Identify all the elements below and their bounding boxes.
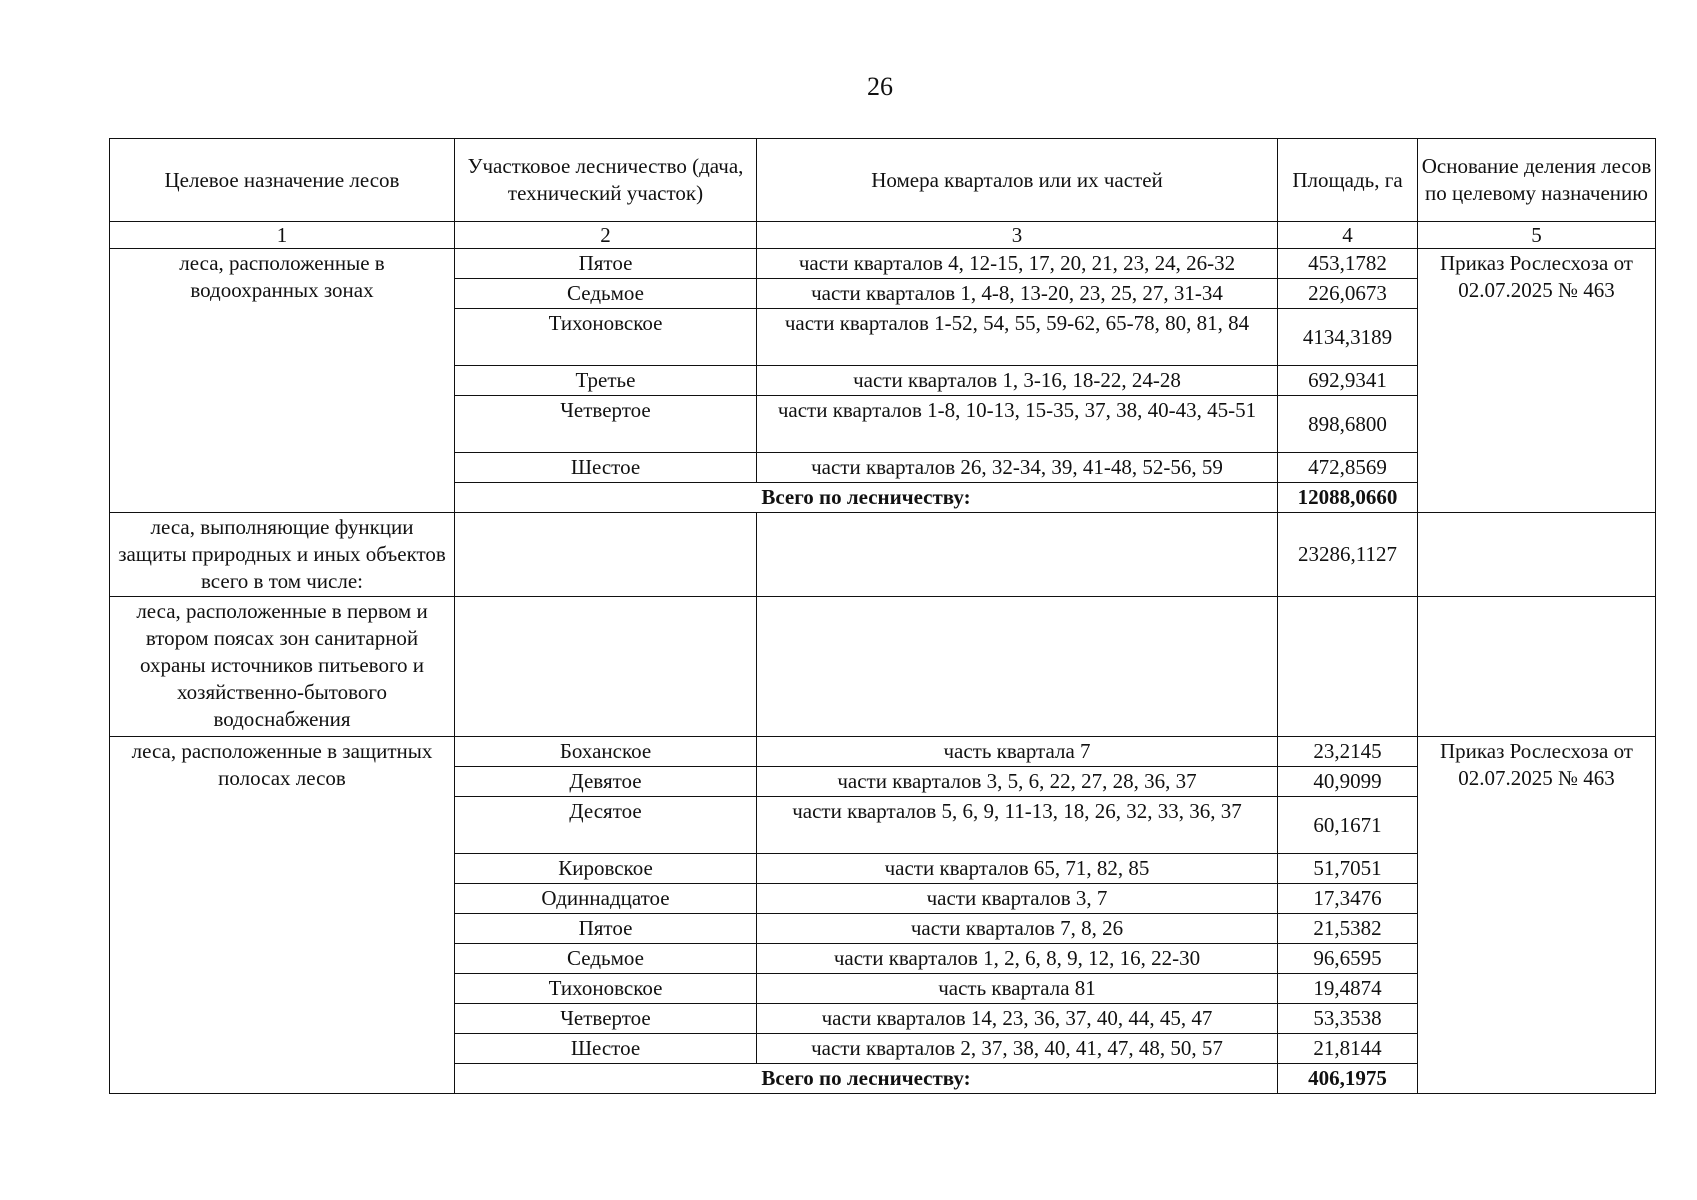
total-value: 406,1975 xyxy=(1278,1064,1418,1094)
quarters-cell: части кварталов 26, 32-34, 39, 41-48, 52-56, 59 xyxy=(757,453,1278,483)
quarters-cell: части кварталов 5, 6, 9, 11-13, 18, 26, 32, 33, 36, 37 xyxy=(757,797,1278,854)
table-row xyxy=(110,249,1656,279)
area-cell: 692,9341 xyxy=(1278,366,1418,396)
total-label: Всего по лесничеству: xyxy=(455,1064,1278,1094)
header-basis: Основание деления лесов по целевому назначению xyxy=(1418,139,1656,222)
area-cell: 21,8144 xyxy=(1278,1034,1418,1064)
district-cell: Шестое xyxy=(455,1034,757,1064)
quarters-cell: части кварталов 1-52, 54, 55, 59-62, 65-78, 80, 81, 84 xyxy=(757,309,1278,366)
column-number: 3 xyxy=(757,222,1278,249)
total-value: 12088,0660 xyxy=(1278,483,1418,513)
basis-cell: Приказ Рослесхоза от 02.07.2025 № 463 xyxy=(1418,249,1656,513)
district-cell: Шестое xyxy=(455,453,757,483)
quarters-cell: части кварталов 3, 7 xyxy=(757,884,1278,914)
quarters-cell: части кварталов 1-8, 10-13, 15-35, 37, 38, 40-43, 45-51 xyxy=(757,396,1278,453)
district-cell: Десятое xyxy=(455,797,757,854)
district-cell: Пятое xyxy=(455,914,757,944)
table-row xyxy=(110,597,1656,737)
area-cell: 226,0673 xyxy=(1278,279,1418,309)
forest-purpose-table xyxy=(109,138,1656,1094)
quarters-cell: части кварталов 2, 37, 38, 40, 41, 47, 48, 50, 57 xyxy=(757,1034,1278,1064)
area-cell: 453,1782 xyxy=(1278,249,1418,279)
district-cell: Третье xyxy=(455,366,757,396)
area-cell: 898,6800 xyxy=(1278,396,1418,453)
district-cell: Четвертое xyxy=(455,1004,757,1034)
district-cell: Кировское xyxy=(455,854,757,884)
area-cell: 53,3538 xyxy=(1278,1004,1418,1034)
header-area: Площадь, га xyxy=(1278,139,1418,222)
district-cell xyxy=(455,513,757,597)
district-cell: Боханское xyxy=(455,737,757,767)
quarters-cell xyxy=(757,597,1278,737)
area-cell: 40,9099 xyxy=(1278,767,1418,797)
quarters-cell: части кварталов 3, 5, 6, 22, 27, 28, 36, 37 xyxy=(757,767,1278,797)
area-cell: 472,8569 xyxy=(1278,453,1418,483)
basis-cell xyxy=(1418,597,1656,737)
column-number: 4 xyxy=(1278,222,1418,249)
table-row xyxy=(110,737,1656,767)
area-cell: 23,2145 xyxy=(1278,737,1418,767)
purpose-cell: леса, расположенные в первом и втором поясах зон санитарной охраны источников питьевого и хозяйственно-бытового водоснабжения xyxy=(110,597,455,737)
area-cell: 17,3476 xyxy=(1278,884,1418,914)
total-label: Всего по лесничеству: xyxy=(455,483,1278,513)
quarters-cell: части кварталов 7, 8, 26 xyxy=(757,914,1278,944)
table-row xyxy=(110,513,1656,597)
quarters-cell: части кварталов 14, 23, 36, 37, 40, 44, 45, 47 xyxy=(757,1004,1278,1034)
purpose-cell: леса, выполняющие функции защиты природных и иных объектов всего в том числе: xyxy=(110,513,455,597)
basis-cell: Приказ Рослесхоза от 02.07.2025 № 463 xyxy=(1418,737,1656,1094)
quarters-cell: части кварталов 1, 4-8, 13-20, 23, 25, 27, 31-34 xyxy=(757,279,1278,309)
table-header-row xyxy=(110,139,1656,222)
district-cell: Седьмое xyxy=(455,944,757,974)
column-number: 5 xyxy=(1418,222,1656,249)
district-cell: Четвертое xyxy=(455,396,757,453)
area-cell: 21,5382 xyxy=(1278,914,1418,944)
area-cell: 23286,1127 xyxy=(1278,513,1418,597)
area-cell: 60,1671 xyxy=(1278,797,1418,854)
quarters-cell xyxy=(757,513,1278,597)
district-cell xyxy=(455,597,757,737)
purpose-cell: леса, расположенные в водоохранных зонах xyxy=(110,249,455,513)
quarters-cell: части кварталов 4, 12-15, 17, 20, 21, 23, 24, 26-32 xyxy=(757,249,1278,279)
header-district: Участковое лесничество (дача, технический участок) xyxy=(455,139,757,222)
area-cell: 4134,3189 xyxy=(1278,309,1418,366)
quarters-cell: части кварталов 1, 3-16, 18-22, 24-28 xyxy=(757,366,1278,396)
quarters-cell: части кварталов 65, 71, 82, 85 xyxy=(757,854,1278,884)
area-cell: 19,4874 xyxy=(1278,974,1418,1004)
column-number-row xyxy=(110,222,1656,249)
district-cell: Тихоновское xyxy=(455,309,757,366)
column-number: 1 xyxy=(110,222,455,249)
district-cell: Девятое xyxy=(455,767,757,797)
column-number: 2 xyxy=(455,222,757,249)
header-purpose: Целевое назначение лесов xyxy=(110,139,455,222)
district-cell: Пятое xyxy=(455,249,757,279)
area-cell xyxy=(1278,597,1418,737)
district-cell: Тихоновское xyxy=(455,974,757,1004)
quarters-cell: часть квартала 7 xyxy=(757,737,1278,767)
page-number: 26 xyxy=(867,72,893,101)
area-cell: 51,7051 xyxy=(1278,854,1418,884)
quarters-cell: части кварталов 1, 2, 6, 8, 9, 12, 16, 22-30 xyxy=(757,944,1278,974)
area-cell: 96,6595 xyxy=(1278,944,1418,974)
header-quarters: Номера кварталов или их частей xyxy=(757,139,1278,222)
district-cell: Седьмое xyxy=(455,279,757,309)
quarters-cell: часть квартала 81 xyxy=(757,974,1278,1004)
basis-cell xyxy=(1418,513,1656,597)
district-cell: Одиннадцатое xyxy=(455,884,757,914)
purpose-cell: леса, расположенные в защитных полосах лесов xyxy=(110,737,455,1094)
